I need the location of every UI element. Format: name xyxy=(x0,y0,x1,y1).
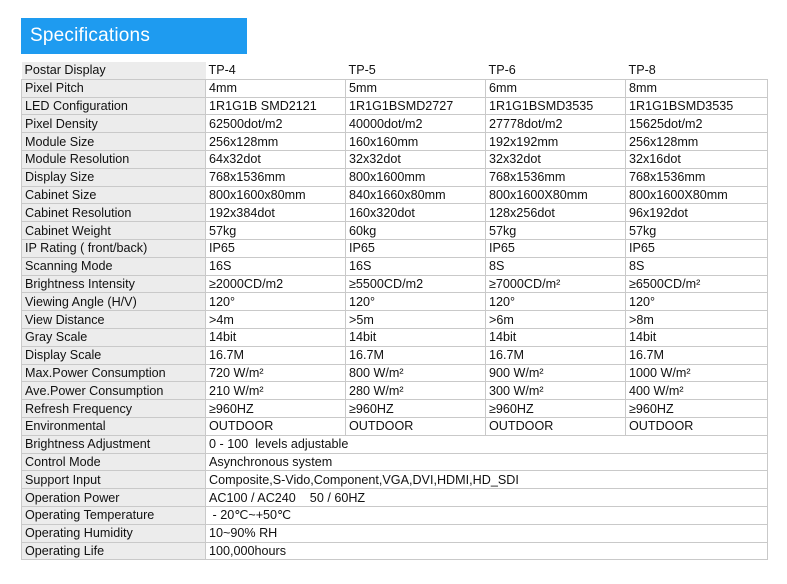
spec-value: 16.7M xyxy=(626,346,768,364)
spec-label: Cabinet Size xyxy=(22,186,206,204)
spec-value: 16.7M xyxy=(206,346,346,364)
spec-value: 62500dot/m2 xyxy=(206,115,346,133)
spec-label: Max.Power Consumption xyxy=(22,364,206,382)
spec-value: ≥960HZ xyxy=(486,400,626,418)
spec-value: >6m xyxy=(486,311,626,329)
table-row xyxy=(22,542,768,560)
spec-value: 256x128mm xyxy=(206,133,346,151)
spec-value: 14bit xyxy=(346,328,486,346)
spec-value: AC100 / AC240 50 / 60HZ xyxy=(206,489,768,507)
spec-value: 210 W/m² xyxy=(206,382,346,400)
spec-value: IP65 xyxy=(626,239,768,257)
spec-value: IP65 xyxy=(346,239,486,257)
spec-label: LED Configuration xyxy=(22,97,206,115)
spec-value: 8mm xyxy=(626,79,768,97)
table-row xyxy=(22,222,768,240)
spec-label: Ave.Power Consumption xyxy=(22,382,206,400)
table-row xyxy=(22,186,768,204)
spec-value: 900 W/m² xyxy=(486,364,626,382)
spec-label: Module Size xyxy=(22,133,206,151)
spec-value: 280 W/m² xyxy=(346,382,486,400)
spec-label: Control Mode xyxy=(22,453,206,471)
spec-value: Composite,S-Vido,Component,VGA,DVI,HDMI,HD_SDI xyxy=(206,471,768,489)
table-row xyxy=(22,311,768,329)
spec-value: 1R1G1BSMD2727 xyxy=(346,97,486,115)
table-row xyxy=(22,524,768,542)
spec-label: Operation Power xyxy=(22,489,206,507)
spec-label: Cabinet Weight xyxy=(22,222,206,240)
model-header: TP-5 xyxy=(346,62,486,79)
page-title: Specifications xyxy=(21,18,247,54)
spec-value: >8m xyxy=(626,311,768,329)
table-row xyxy=(22,471,768,489)
spec-value: 16.7M xyxy=(346,346,486,364)
spec-value: 0 - 100 levels adjustable xyxy=(206,435,768,453)
spec-value: 16.7M xyxy=(486,346,626,364)
spec-label: Gray Scale xyxy=(22,328,206,346)
spec-value: - 20℃~+50℃ xyxy=(206,506,768,524)
spec-value: 720 W/m² xyxy=(206,364,346,382)
table-row xyxy=(22,133,768,151)
spec-value: 160x320dot xyxy=(346,204,486,222)
spec-value: 57kg xyxy=(206,222,346,240)
spec-value: ≥7000CD/m² xyxy=(486,275,626,293)
spec-value: 1000 W/m² xyxy=(626,364,768,382)
table-row xyxy=(22,506,768,524)
table-row xyxy=(22,257,768,275)
spec-value: 120° xyxy=(206,293,346,311)
spec-label: Support Input xyxy=(22,471,206,489)
spec-value: 15625dot/m2 xyxy=(626,115,768,133)
table-row xyxy=(22,239,768,257)
spec-value: 14bit xyxy=(486,328,626,346)
table-row xyxy=(22,435,768,453)
spec-label: Viewing Angle (H/V) xyxy=(22,293,206,311)
spec-value: 57kg xyxy=(486,222,626,240)
spec-value: 120° xyxy=(346,293,486,311)
spec-value: ≥2000CD/m2 xyxy=(206,275,346,293)
table-row xyxy=(22,453,768,471)
spec-value: >4m xyxy=(206,311,346,329)
spec-value: 768x1536mm xyxy=(626,168,768,186)
spec-label: View Distance xyxy=(22,311,206,329)
spec-value: 27778dot/m2 xyxy=(486,115,626,133)
spec-value: 60kg xyxy=(346,222,486,240)
spec-label: Operating Temperature xyxy=(22,506,206,524)
spec-label: Operating Life xyxy=(22,542,206,560)
spec-value: OUTDOOR xyxy=(486,417,626,435)
spec-value: 8S xyxy=(486,257,626,275)
model-header: TP-6 xyxy=(486,62,626,79)
spec-value: 32x32dot xyxy=(486,150,626,168)
spec-label: Brightness Adjustment xyxy=(22,435,206,453)
spec-value: IP65 xyxy=(486,239,626,257)
spec-value: 57kg xyxy=(626,222,768,240)
spec-value: 64x32dot xyxy=(206,150,346,168)
spec-value: 1R1G1BSMD3535 xyxy=(486,97,626,115)
table-row xyxy=(22,204,768,222)
spec-value: 10~90% RH xyxy=(206,524,768,542)
table-row xyxy=(22,328,768,346)
table-row xyxy=(22,168,768,186)
table-row xyxy=(22,400,768,418)
spec-value: 256x128mm xyxy=(626,133,768,151)
spec-value: 32x32dot xyxy=(346,150,486,168)
spec-value: 32x16dot xyxy=(626,150,768,168)
spec-value: 120° xyxy=(486,293,626,311)
spec-value: 16S xyxy=(206,257,346,275)
spec-value: ≥960HZ xyxy=(346,400,486,418)
spec-value: 4mm xyxy=(206,79,346,97)
spec-value: ≥960HZ xyxy=(206,400,346,418)
spec-value: 800x1600X80mm xyxy=(626,186,768,204)
spec-value: 100,000hours xyxy=(206,542,768,560)
spec-value: IP65 xyxy=(206,239,346,257)
spec-value: 40000dot/m2 xyxy=(346,115,486,133)
spec-value: 768x1536mm xyxy=(486,168,626,186)
spec-value: 120° xyxy=(626,293,768,311)
table-row xyxy=(22,79,768,97)
spec-value: >5m xyxy=(346,311,486,329)
spec-label: IP Rating ( front/back) xyxy=(22,239,206,257)
spec-label: Module Resolution xyxy=(22,150,206,168)
spec-value: 800x1600X80mm xyxy=(486,186,626,204)
spec-value: 5mm xyxy=(346,79,486,97)
table-row xyxy=(22,489,768,507)
spec-value: OUTDOOR xyxy=(206,417,346,435)
table-row xyxy=(22,115,768,133)
spec-value: 400 W/m² xyxy=(626,382,768,400)
table-row xyxy=(22,97,768,115)
specifications-table-body xyxy=(22,62,768,560)
spec-value: 840x1660x80mm xyxy=(346,186,486,204)
spec-value: 800x1600mm xyxy=(346,168,486,186)
spec-value: 1R1G1B SMD2121 xyxy=(206,97,346,115)
spec-value: 6mm xyxy=(486,79,626,97)
spec-value: OUTDOOR xyxy=(626,417,768,435)
table-row xyxy=(22,417,768,435)
spec-value: 192x192mm xyxy=(486,133,626,151)
spec-label: Operating Humidity xyxy=(22,524,206,542)
model-header: TP-4 xyxy=(206,62,346,79)
spec-value: OUTDOOR xyxy=(346,417,486,435)
spec-value: ≥960HZ xyxy=(626,400,768,418)
spec-value: 800 W/m² xyxy=(346,364,486,382)
spec-value: 160x160mm xyxy=(346,133,486,151)
table-row xyxy=(22,275,768,293)
table-header-row xyxy=(22,62,768,79)
spec-label: Display Scale xyxy=(22,346,206,364)
table-row xyxy=(22,293,768,311)
spec-value: 14bit xyxy=(626,328,768,346)
model-header: TP-8 xyxy=(626,62,768,79)
specifications-table xyxy=(21,62,768,560)
header-label: Postar Display xyxy=(22,62,206,79)
spec-value: 768x1536mm xyxy=(206,168,346,186)
spec-value: 96x192dot xyxy=(626,204,768,222)
spec-value: 192x384dot xyxy=(206,204,346,222)
spec-value: 300 W/m² xyxy=(486,382,626,400)
table-row xyxy=(22,382,768,400)
spec-value: Asynchronous system xyxy=(206,453,768,471)
spec-label: Display Size xyxy=(22,168,206,186)
table-row xyxy=(22,346,768,364)
table-row xyxy=(22,150,768,168)
spec-value: 128x256dot xyxy=(486,204,626,222)
spec-label: Pixel Density xyxy=(22,115,206,133)
spec-value: 1R1G1BSMD3535 xyxy=(626,97,768,115)
spec-label: Cabinet Resolution xyxy=(22,204,206,222)
spec-label: Environmental xyxy=(22,417,206,435)
spec-value: 8S xyxy=(626,257,768,275)
spec-value: ≥6500CD/m² xyxy=(626,275,768,293)
spec-value: ≥5500CD/m2 xyxy=(346,275,486,293)
spec-value: 800x1600x80mm xyxy=(206,186,346,204)
table-row xyxy=(22,364,768,382)
spec-value: 14bit xyxy=(206,328,346,346)
spec-label: Brightness Intensity xyxy=(22,275,206,293)
spec-label: Pixel Pitch xyxy=(22,79,206,97)
spec-value: 16S xyxy=(346,257,486,275)
spec-label: Scanning Mode xyxy=(22,257,206,275)
spec-label: Refresh Frequency xyxy=(22,400,206,418)
